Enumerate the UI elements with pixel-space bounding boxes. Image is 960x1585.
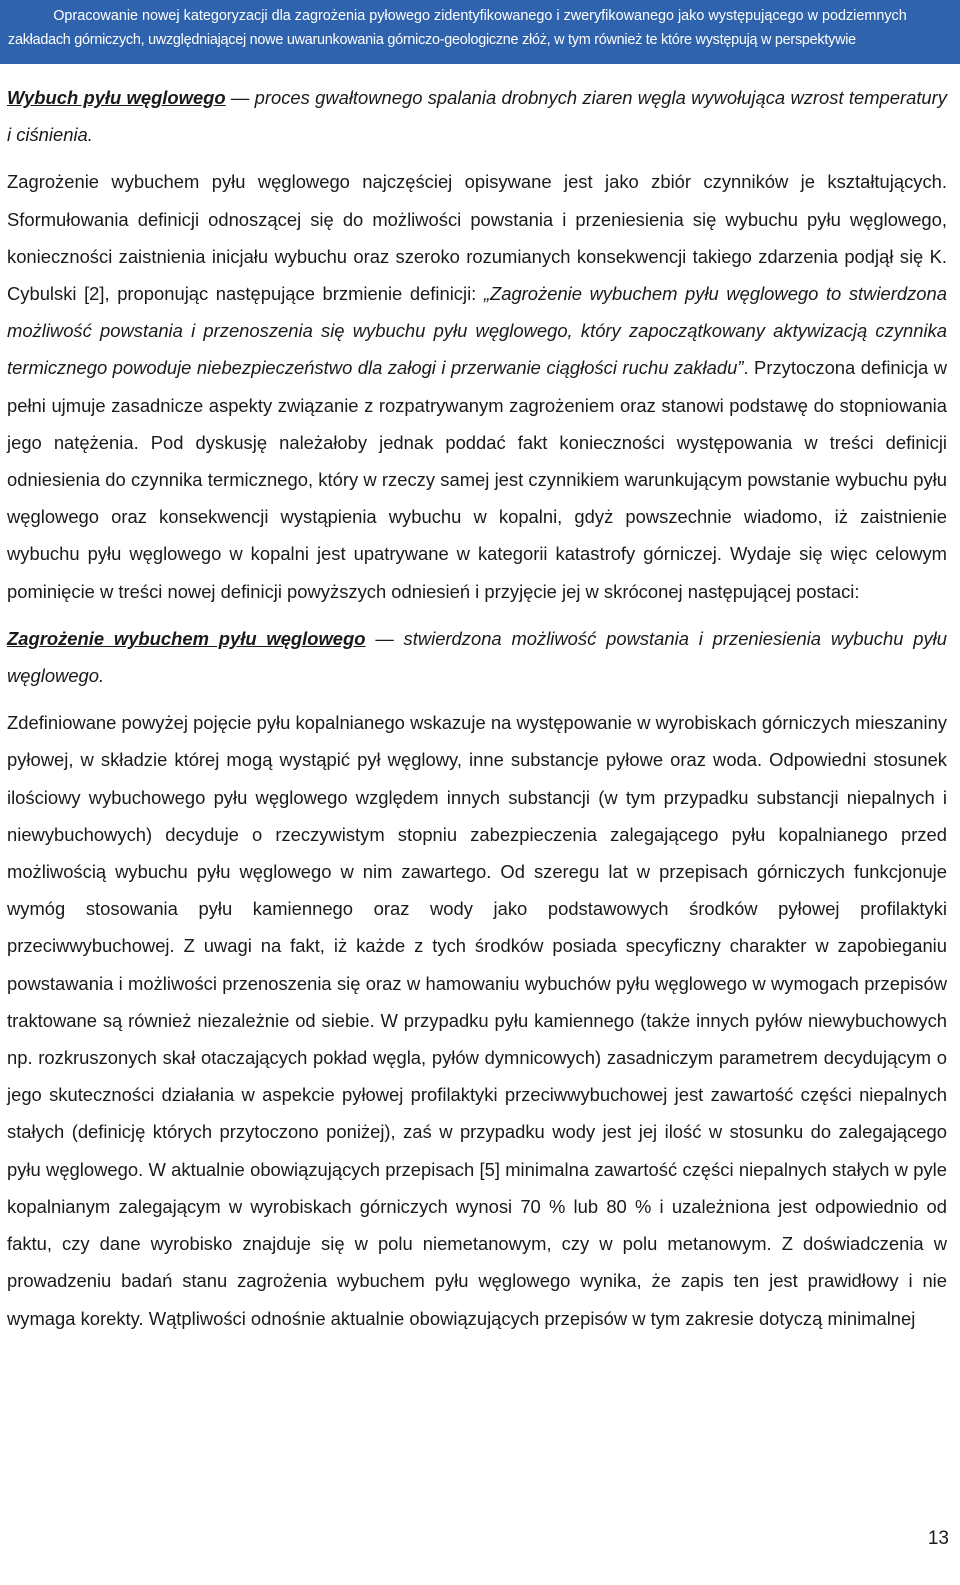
header-line-2: zakładach górniczych, uwzględniającej nowe uwarunkowania górniczo-geologiczne złóż, w tym również te które występują w perspektywie <box>8 32 856 48</box>
definition-text: proces gwałtownego spalania drobnych ziaren węgla wywołująca wzrost temperatury i ciśnienia. <box>7 87 947 146</box>
definition-paragraph-1 <box>7 79 947 153</box>
definition-term: Zagrożenie wybuchem pyłu węglowego <box>7 627 366 649</box>
body-paragraph <box>7 704 947 1336</box>
page-header <box>0 0 960 64</box>
page-number: 13 <box>927 1528 949 1549</box>
paragraph-text: Zdefiniowane powyżej pojęcie pyłu kopalnianego wskazuje na występowanie w wyrobiskach górniczych mieszaniny pyłowej, w składzie której mogą wystąpić pył węglowy, inne substancje pyłowe oraz woda. Odpowiedni stosunek ilościowy wybuchowego pyłu węglowego względem innych substancji (w tym przypadku substancji niepalnych i niewybuchowych) decyduje o rzeczywistym stopniu zabezpieczenia zalegającego pyłu kopalnianego przed możliwością wybuchu pyłu węglowego w nim zawartego. Od szeregu lat w przepisach górniczych funkcjonuje wymóg stosowania pyłu kamiennego oraz wody jako podstawowych środków pyłowej profilaktyki przeciwwybuchowej. Z uwagi na fakt, iż każde z tych środków posiada specyficzny charakter w zapobieganiu powstawania i możliwości przenoszenia się oraz w hamowaniu wybuchów pyłu węglowego w wymogach przepisów traktowane są również niezależnie od siebie. W przypadku pyłu kamiennego (także innych pyłów niewybuchowych np. rozkruszonych skał otaczających pokład węgla, pyłów dymnicowych) zasadniczym parametrem decydującym o jego skuteczności działania w aspekcie pyłowej profilaktyki przeciwwybuchowej jest zawartość części niepalnych stałych (definicję których przytoczono poniżej), zaś w przypadku wody jest jej ilość w stosunku do zalegającego pyłu węglowego. W aktualnie obowiązujących przepisach [5] minimalna zawartość części niepalnych stałych w pyle kopalnianym zalegającym w wyrobiskach górniczych wynosi 70 % lub 80 % i uzależniona jest odpowiednio od faktu, czy dane wyrobisko znajduje się w polu niemetanowym, czy w polu metanowym. Z doświadczenia w prowadzeniu badań stanu zagrożenia wybuchem pyłu węglowego wynika, że zapis ten jest prawidłowy i nie wymaga korekty. Wątpliwości odnośnie aktualnie obowiązujących przepisów w tym zakresie dotyczą minimalnej <box>7 712 947 1329</box>
body-paragraph <box>7 163 947 609</box>
quoted-definition: „Zagrożenie wybuchem pyłu węglowego to stwierdzona możliwość powstania i przenoszenia się wybuchu pyłu węglowego, który zapoczątkowany aktywizacją czynnika termicznego powoduje niebezpieczeństwo dla załogi i przerwanie ciągłości ruchu zakładu” <box>7 283 947 379</box>
paragraph-text: Zagrożenie wybuchem pyłu węglowego najczęściej opisywane jest jako zbiór czynników je kształtujących. Sformułowania definicji odnoszącej się do możliwości powstania i przeniesienia się wybuchu pyłu węglowego, konieczności zaistnienia inicjału wybuchu oraz szeroko rozumianych konsekwencji takiego zdarzenia podjął się K. Cybulski [2], proponując następujące brzmienie definicji: <box>7 171 947 305</box>
definition-term: Wybuch pyłu węglowego <box>7 87 226 108</box>
header-line-1: Opracowanie nowej kategoryzacji dla zagrożenia pyłowego zidentyfikowanego i zweryfikowanego jako występującego w podziemnych <box>53 8 907 24</box>
document-body <box>7 79 947 1337</box>
definition-text: stwierdzona możliwość powstania i przeniesienia wybuchu pyłu węglowego. <box>7 627 947 687</box>
definition-dash: — <box>225 87 255 108</box>
definition-paragraph-2 <box>7 620 947 694</box>
paragraph-text-continued: . Przytoczona definicja w pełni ujmuje zasadnicze aspekty związanie z rozpatrywanym zagrożeniem oraz stanowi podstawę do stopniowania jego natężenia. Pod dyskusję należałoby jednak poddać fakt konieczności występowania w treści definicji odniesienia do czynnika termicznego, który w rzeczy samej jest czynnikiem warunkującym powstanie wybuchu pyłu węglowego oraz konsekwencji wystąpienia wybuchu w kopalni, gdyż powszechnie wiadomo, iż zaistnienie wybuchu pyłu węglowego w kopalni jest upatrywane w kategorii katastrofy górniczej. Wydaje się więc celowym pominięcie w treści nowej definicji powyższych odniesień i przyjęcie jej w skróconej następującej postaci: <box>7 357 948 602</box>
definition-dash: — <box>365 627 404 649</box>
